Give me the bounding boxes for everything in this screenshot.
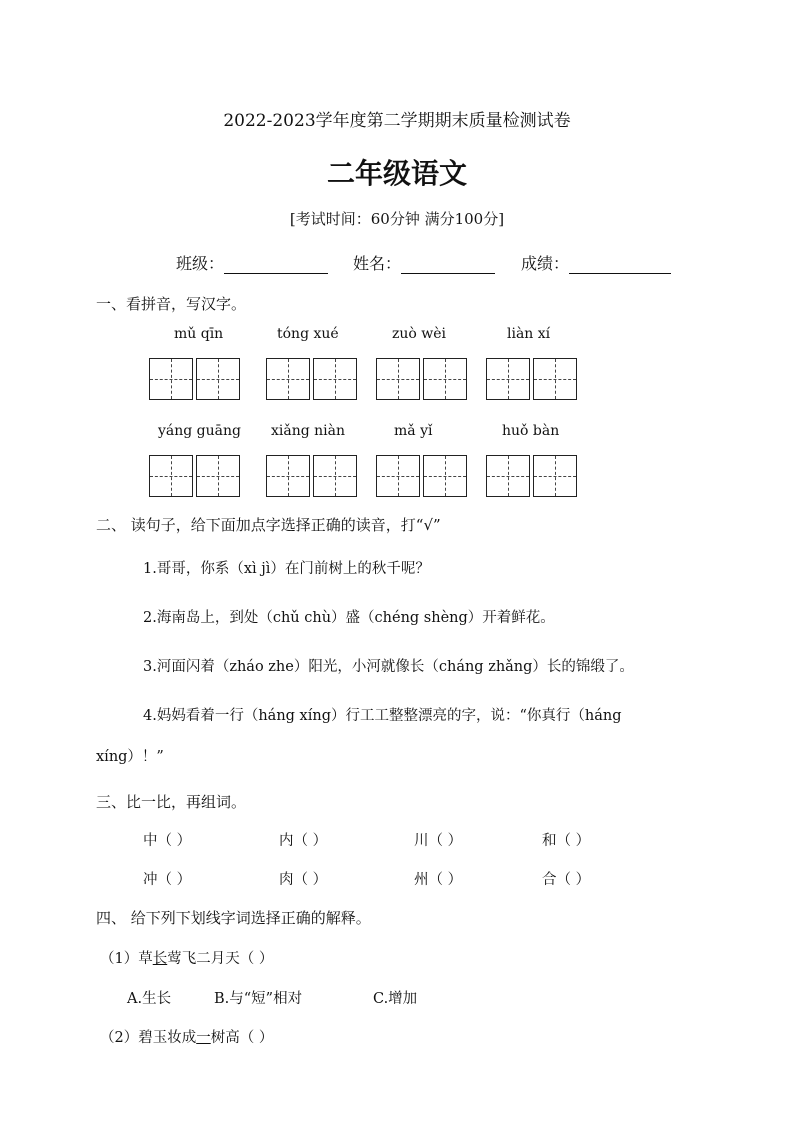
option-b[interactable]: B.与“短”相对 — [214, 991, 303, 1007]
writing-cell[interactable] — [376, 455, 420, 497]
pinyin-item: mǎ yǐ — [394, 423, 433, 439]
exam-info: [考试时间：60分钟 满分100分] — [289, 210, 505, 228]
question-4: 4.妈妈看着一行（háng xíng）行工工整整漂亮的字，说：“你真行（háng — [143, 708, 622, 724]
section4-heading: 四、 给下列下划线字词选择正确的解释。 — [96, 909, 371, 927]
writing-cell[interactable] — [149, 455, 193, 497]
writing-cell[interactable] — [533, 455, 577, 497]
q1-underlined-word: 长 — [152, 951, 168, 967]
writing-cell[interactable] — [313, 455, 357, 497]
class-field — [176, 251, 328, 274]
writing-cell[interactable] — [533, 358, 577, 400]
writing-grid — [266, 358, 357, 400]
question-1: 1.哥哥，你系（xì jì）在门前树上的秋千呢？ — [143, 561, 430, 577]
pinyin-item: liàn xí — [507, 326, 551, 342]
compare-item: 川（ ） — [414, 833, 463, 849]
writing-cell[interactable] — [149, 358, 193, 400]
q1-prefix: （1）草 — [100, 951, 153, 967]
pinyin-item: huǒ bàn — [502, 423, 560, 439]
pinyin-item: yáng guāng — [158, 423, 241, 439]
writing-cell[interactable] — [196, 358, 240, 400]
writing-cell[interactable] — [266, 455, 310, 497]
section3-heading: 三、比一比，再组词。 — [96, 793, 247, 811]
compare-item: 合（ ） — [542, 872, 591, 888]
pinyin-item: zuò wèi — [392, 326, 447, 342]
q1-suffix: 莺飞二月天（ ） — [167, 951, 274, 967]
class-label: 班级： — [176, 254, 225, 273]
pinyin-item: mǔ qīn — [174, 326, 224, 342]
writing-grid — [149, 358, 240, 400]
compare-item: 中（ ） — [143, 833, 192, 849]
explain-question-1 — [100, 947, 273, 968]
pinyin-item: xiǎng niàn — [271, 423, 346, 439]
exam-title: 2022-2023学年度第二学期期末质量检测试卷 — [223, 111, 571, 131]
compare-item: 肉（ ） — [279, 872, 328, 888]
writing-grid — [149, 455, 240, 497]
compare-item: 内（ ） — [279, 833, 328, 849]
name-label: 姓名： — [353, 254, 402, 273]
option-a[interactable]: A.生长 — [127, 991, 172, 1007]
score-field — [521, 251, 671, 274]
section2-heading: 二、 读句子，给下面加点字选择正确的读音，打“√” — [96, 516, 441, 534]
writing-grid — [486, 455, 577, 497]
q2-suffix: 树高（ ） — [210, 1030, 274, 1046]
writing-cell[interactable] — [196, 455, 240, 497]
q2-prefix: （2）碧玉妆成 — [100, 1030, 197, 1046]
compare-item: 和（ ） — [542, 833, 591, 849]
pinyin-item: tóng xué — [277, 326, 339, 342]
section1-heading: 一、看拼音，写汉字。 — [96, 295, 247, 313]
class-blank[interactable] — [224, 257, 328, 274]
question-2: 2.海南岛上，到处（chǔ chù）盛（chéng shèng）开着鲜花。 — [143, 610, 555, 626]
name-field — [353, 251, 495, 274]
writing-cell[interactable] — [313, 358, 357, 400]
option-c[interactable]: C.增加 — [373, 991, 418, 1007]
question-3: 3.河面闪着（zháo zhe）阳光，小河就像长（cháng zhǎng）长的锦缎了。 — [143, 659, 634, 675]
writing-grid — [266, 455, 357, 497]
score-blank[interactable] — [569, 257, 671, 274]
writing-cell[interactable] — [486, 455, 530, 497]
compare-item: 冲（ ） — [143, 872, 192, 888]
writing-cell[interactable] — [266, 358, 310, 400]
writing-cell[interactable] — [486, 358, 530, 400]
name-blank[interactable] — [401, 257, 495, 274]
compare-item: 州（ ） — [414, 872, 463, 888]
writing-cell[interactable] — [423, 358, 467, 400]
writing-grid — [376, 455, 467, 497]
score-label: 成绩： — [521, 254, 570, 273]
question-4-continued: xíng）！” — [96, 749, 164, 765]
subject-title: 二年级语文 — [326, 157, 467, 190]
writing-cell[interactable] — [423, 455, 467, 497]
q2-underlined-word: 一 — [196, 1030, 211, 1046]
writing-cell[interactable] — [376, 358, 420, 400]
explain-question-2 — [100, 1026, 273, 1047]
writing-grid — [376, 358, 467, 400]
writing-grid — [486, 358, 577, 400]
